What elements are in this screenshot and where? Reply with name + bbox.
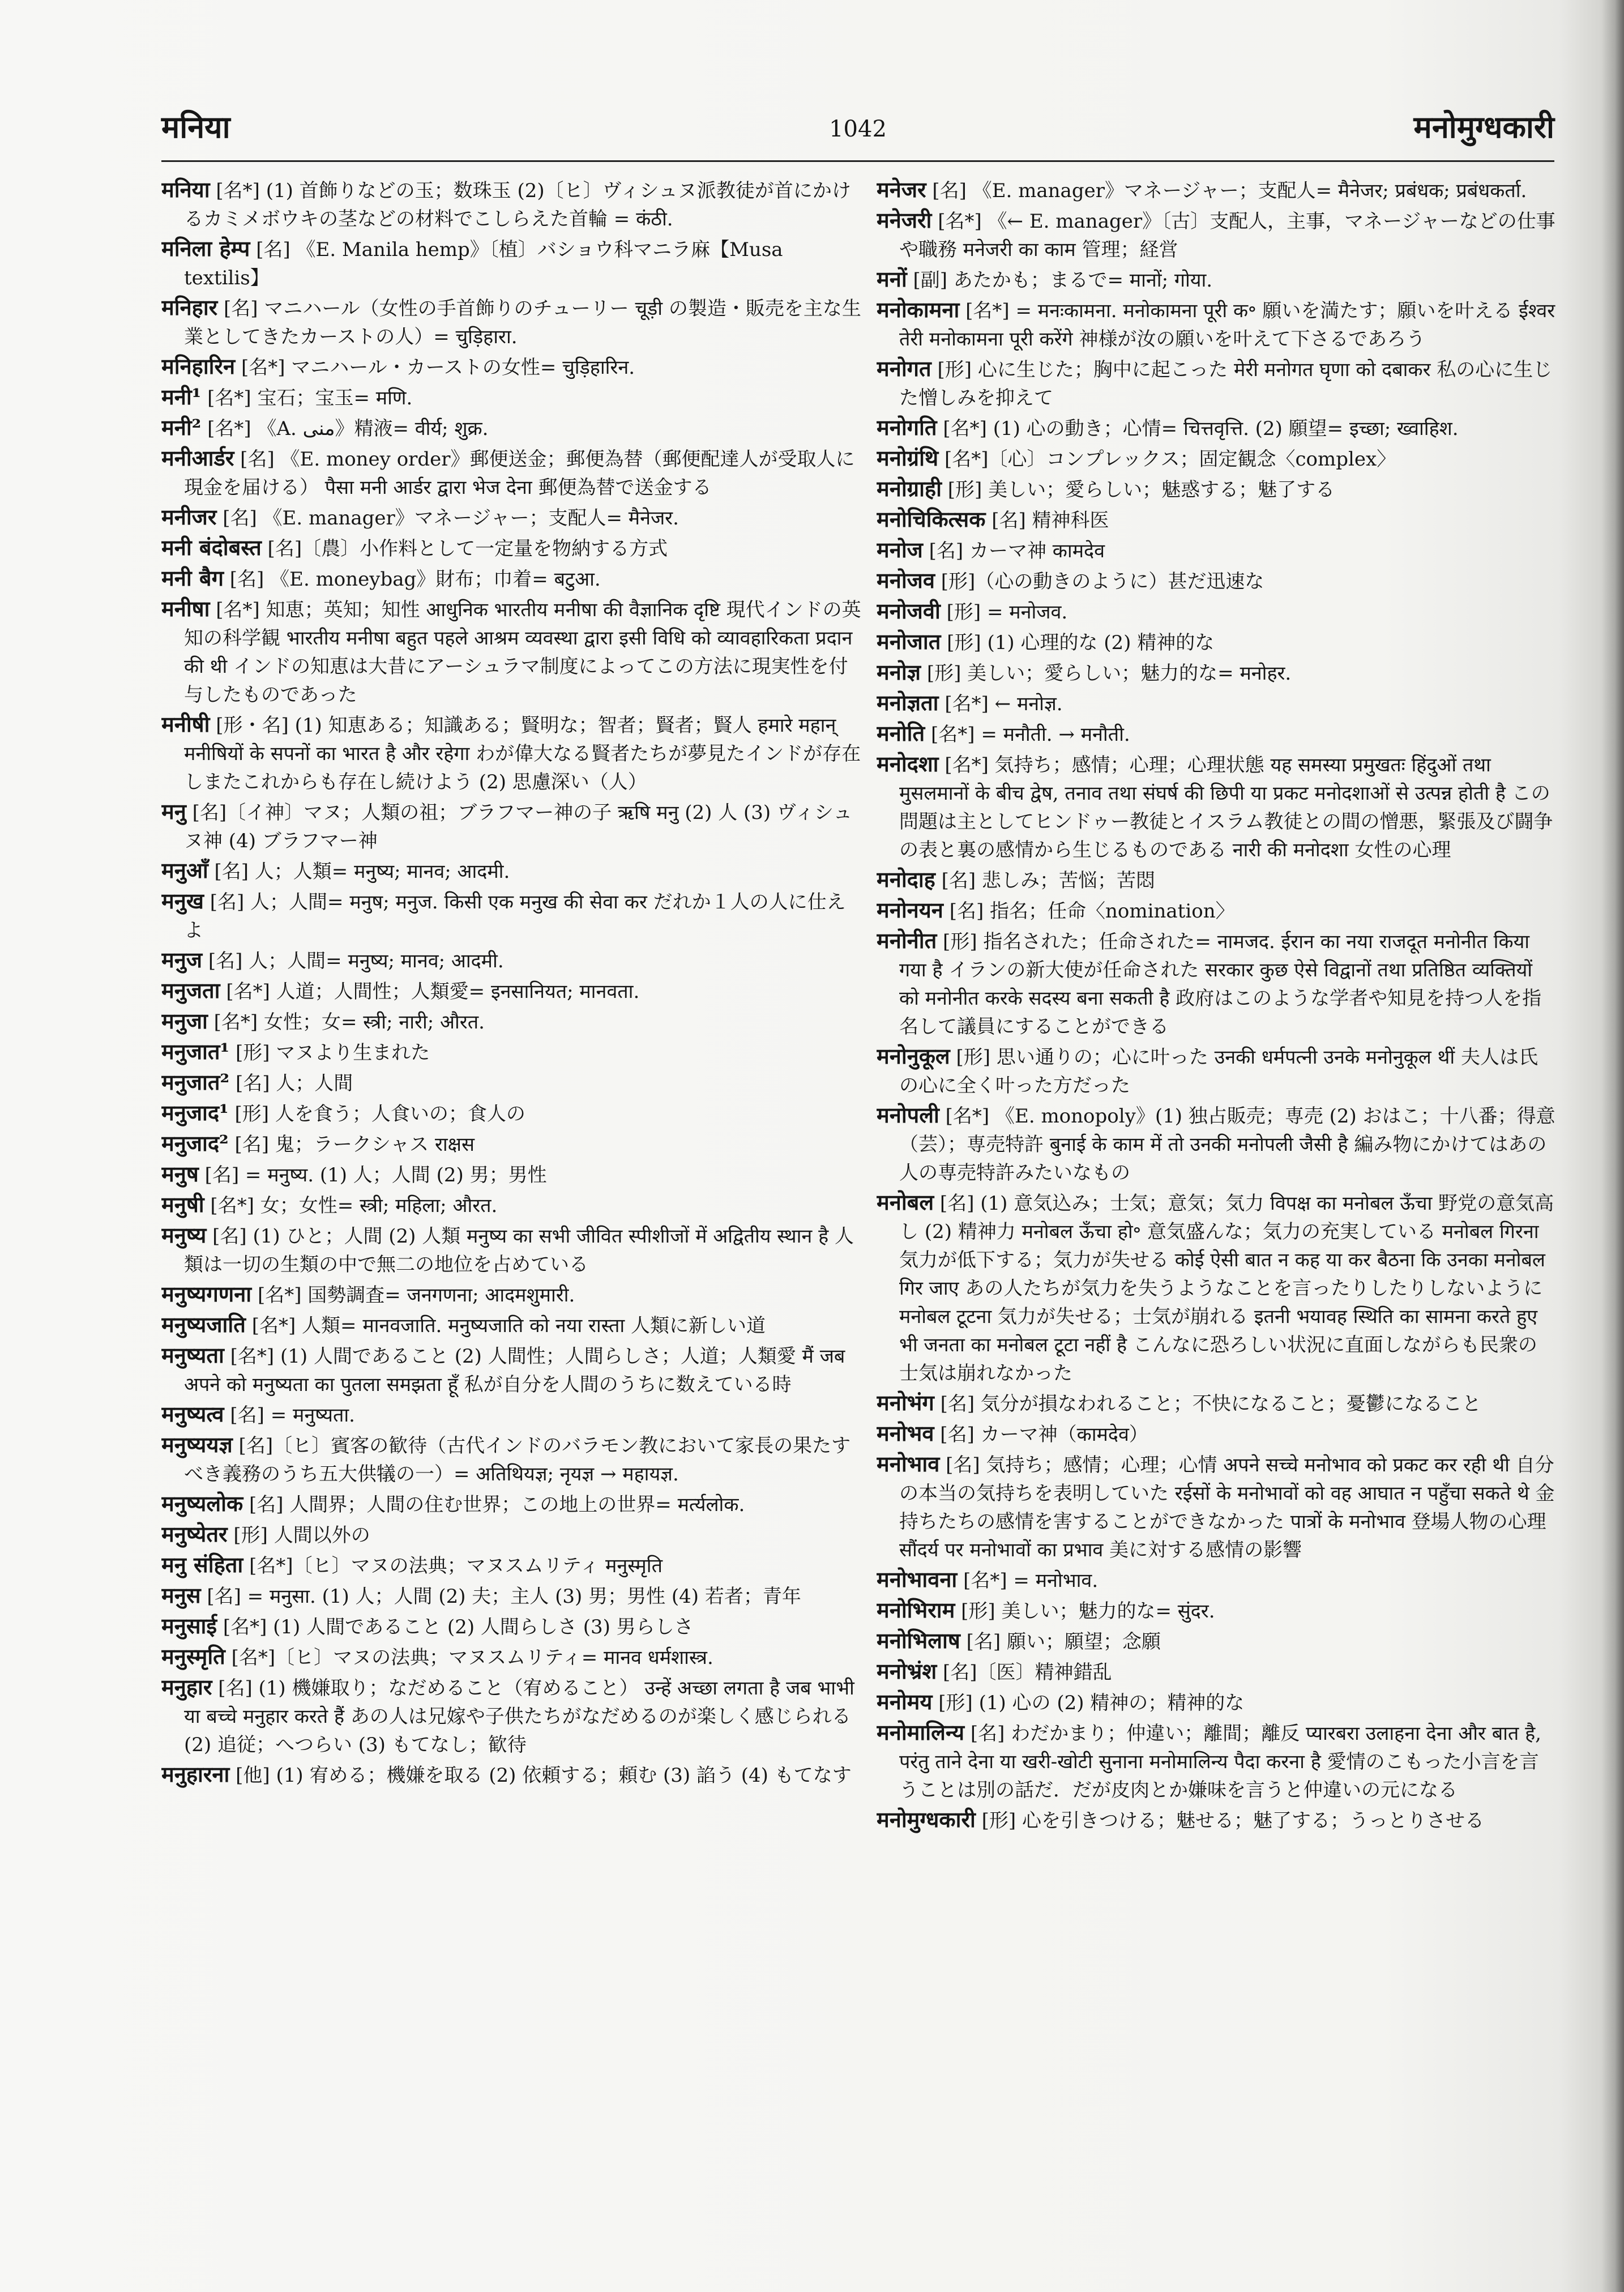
entry-headword: मनु	[161, 799, 186, 824]
entry-definition: [名*] (1) 人間であること (2) 人間性；人間らしさ；人道；人類愛 मैं जब अपने को मनुष्यता का पुतला समझता हूँ 私が自分を人間のうちに数えている時	[184, 1345, 845, 1396]
entry-definition: [名]〔イ神〕マヌ；人類の祖；ブラフマー神の子 ऋषि मनु (2) 人 (3) ヴィシュヌ神 (4) ブラフマー神	[184, 801, 853, 852]
entry-definition: [名] 鬼；ラークシャス राक्षस	[228, 1133, 475, 1156]
dictionary-entry	[161, 710, 864, 796]
entry-definition: [形・名] (1) 知恵ある；知識ある；賢明な；智者；賢者；賢人 हमारे महान् मनीषियों के सपनों का भारत है और रहेगा わが偉大なる賢者たちが夢見たインドが存在しまたこれからも存在し続けよう (2) 思慮深い（人）	[184, 714, 861, 793]
entry-definition: [名] (1) 機嫌取り；なだめること（宥めること） उन्हें अच्छा लगता है जब भाभी या बच्चे मनुहार करते हैं あの人は兄嫁や子供たちがなだめるのが楽しく感じられる (2) 追従；へつらい (3) もてなし；歓待	[184, 1677, 854, 1756]
dictionary-entry	[877, 355, 1556, 412]
entry-definition: [名]〔農〕小作料として一定量を物納する方式	[261, 537, 668, 560]
entry-definition: [名*] 《A. منی》精液= वीर्य; शुक्र.	[201, 417, 489, 440]
entry-headword: मनोजात	[877, 629, 941, 654]
dictionary-entry	[877, 1627, 1556, 1656]
entry-definition: [名]〔ヒ〕賓客の歓待（古代インドのバラモン教において家長の果たすべき義務のうち五大供犠の一）= अतिथियज्ञ; नृयज्ञ → महायज्ञ.	[184, 1435, 851, 1486]
entry-definition: [名] 気持ち；感情；心理；心情 अपने सच्चे मनोभाव को प्रकट कर रही थी 自分の本当の気持ちを表明していた रईसों के मनोभावों को वह आघात न पहुँचा सकते थे 金持ちたちの感情を害することができなかった पात्रों के मनोभाव 登場人物の心理 सौंदर्य पर मनोभावों का प्रभाव 美に対する感情の影響	[899, 1454, 1555, 1561]
entry-definition: [名*] (1) 首飾りなどの玉；数珠玉 (2)〔ヒ〕ヴィシュヌ派教徒が首にかけるカミメボウキの茎などの材料でこしらえた首輪 = कंठी.	[184, 180, 851, 231]
entry-headword: मनोभ्रंश	[877, 1658, 937, 1684]
dictionary-entry	[161, 595, 864, 709]
entry-definition: [名*] = मनःकामना. मनोकामना पूरी क॰ 願いを満たす；願いを叶える ईश्वर तेरी मनोकामना पूरी करेंगे 神様が汝の願いを叶えて下さるであろう	[899, 300, 1555, 351]
dictionary-entry	[877, 1419, 1556, 1449]
dictionary-entry	[877, 1450, 1556, 1564]
entry-definition: [名] 人間界；人間の住む世界；この地上の世界= मर्त्यलोक.	[243, 1493, 745, 1516]
dictionary-entry	[877, 1042, 1556, 1100]
entry-headword: मनुष्यता	[161, 1342, 224, 1368]
entry-headword: मनोभंग	[877, 1390, 934, 1415]
entry-headword: मनोज	[877, 537, 923, 562]
dictionary-entry	[877, 750, 1556, 864]
dictionary-entry	[877, 1718, 1556, 1804]
entry-headword: मनोकामना	[877, 297, 960, 322]
entry-definition: [名] 《E. manager》マネージャー；支配人= मैनेजर.	[216, 507, 679, 530]
entry-definition: [名*] 《← E. manager》〔古〕支配人，主事，マネージャーなどの仕事や職務 मनेजरी का काम 管理；経営	[899, 210, 1555, 261]
dictionary-entry	[877, 413, 1556, 443]
entry-definition: [名] (1) 意気込み；士気；意気；気力 विपक्ष का मनोबल ऊँचा 野党の意気高し (2) 精神力 मनोबल ऊँचा हो॰ 意気盛んな；気力の充実している मनोबल गिरना 気力が低下する；気力が失せる कोई ऐसी बात न कह या कर बैठना कि उनका मनोबल गिर जाए あの人たちが気力を失うようなことを言ったりしたりしないように मनोबल टूटना 気力が失せる；士気が崩れる इतनी भयावह स्थिति का सामना करते हुए भी जनता का मनोबल टूटा नहीं है こんなに恐ろしい状況に直面しながらも民衆の士気は崩れなかった	[899, 1192, 1554, 1385]
entry-headword: मनुआँ	[161, 857, 208, 883]
entry-headword: मनीषी	[161, 711, 210, 737]
entry-headword: मनी बंदोबस्त	[161, 535, 262, 560]
dictionary-entry	[877, 658, 1556, 688]
dictionary-entry	[161, 293, 864, 351]
entry-definition: [名] 気分が損なわれること；不快になること；憂鬱になること	[934, 1393, 1481, 1415]
dictionary-entry	[877, 206, 1556, 264]
entry-headword: मनेजरी	[877, 207, 932, 233]
dictionary-entry	[877, 719, 1556, 749]
entry-headword: मनुषी	[161, 1192, 204, 1217]
dictionary-entry	[877, 1688, 1556, 1717]
dictionary-entry	[161, 1581, 864, 1611]
entry-headword: मनों	[877, 266, 907, 292]
entry-definition: [名] カーマ神 कामदेव	[922, 540, 1105, 562]
dictionary-entry	[877, 566, 1556, 596]
dictionary-entry	[161, 1520, 864, 1550]
entry-headword: मनोनीत	[877, 928, 937, 953]
header-last-word: मनोमुग्धकारी	[1413, 109, 1554, 145]
entry-definition: [形] 美しい；魅力的な= सुंदर.	[955, 1600, 1215, 1623]
dictionary-entry	[161, 533, 864, 563]
dictionary-entry	[877, 1389, 1556, 1418]
entry-headword: मनुष्य	[161, 1222, 207, 1248]
entry-definition: [名] わだかまり；仲違い；離間；離反 प्यारबरा उलाहना देना और बात है, परंतु ताने देना या खरी-खोटी सुनाना मनोमालिन्य पैदा करना है 愛情のこもった小言を言うことは別の話だ．だが皮肉とか嫌味を言うと仲違いの元になる	[899, 1722, 1541, 1802]
dictionary-entry	[161, 413, 864, 443]
entry-definition: [名] 《E. manager》マネージャー；支配人= मैनेजर; प्रबंधक; प्रबंधकर्ता.	[926, 180, 1527, 202]
entry-definition: [形] 心を引きつける；魅せる；魅了する；うっとりさせる	[975, 1809, 1484, 1832]
entry-definition: [形] = मनोजव.	[940, 601, 1068, 624]
entry-headword: मनुष्ययज्ञ	[161, 1432, 233, 1457]
entry-headword: मनोति	[877, 720, 925, 746]
entry-definition: [名*] 人類= मानवजाति. मनुष्यजाति को नया रास्ता 人類に新しい道	[245, 1314, 766, 1337]
entry-headword: मनोमालिन्य	[877, 1719, 965, 1745]
entry-definition: [名] 《E. Manila hemp》〔植〕バショウ科マニラ麻【Musa textilis】	[184, 238, 783, 289]
entry-definition: [形] 指名された；任命された= नामजद. ईरान का नया राजदूत मनोनीत किया गया है イランの新大使が任命された सरकार कुछ ऐसे विद्वानों तथा प्रतिष्ठित व्यक्तियों को मनोनीत करके सदस्य बना सकती है 政府はこのような学者や知見を持つ人を指名して議員にすることができる	[899, 931, 1542, 1038]
entry-headword: मनोबल	[877, 1189, 934, 1215]
entry-headword: मनोभाव	[877, 1451, 940, 1476]
entry-headword: मनुहार	[161, 1674, 212, 1700]
dictionary-entry	[161, 1068, 864, 1098]
dictionary-entry	[161, 1038, 864, 1067]
entry-definition: [他] (1) 宥める；機嫌を取る (2) 依頼する；頼む (3) 諂う (4) もてなす	[229, 1764, 852, 1787]
entry-definition: [名*] (1) 心の動き；心情= चित्तवृत्ति. (2) 願望= इच्छा; ख्वाहिश.	[937, 417, 1459, 440]
dictionary-entry	[877, 536, 1556, 565]
entry-headword: मनोभावना	[877, 1567, 958, 1592]
entry-headword: मनुजाद¹	[161, 1100, 229, 1125]
dictionary-entry	[161, 1221, 864, 1279]
dictionary-entry	[877, 176, 1556, 205]
entry-definition: [名] 人；人類= मनुष्य; मानव; आदमी.	[208, 860, 510, 883]
dictionary-entry	[161, 1280, 864, 1309]
right-column	[877, 176, 1556, 2192]
dictionary-entry	[877, 927, 1556, 1041]
page-number: 1042	[829, 116, 887, 142]
dictionary-entry	[877, 265, 1556, 294]
entry-headword: मनी बैग	[161, 565, 224, 591]
dictionary-entry	[877, 1565, 1556, 1595]
entry-headword: मनुख	[161, 888, 204, 914]
entry-definition: [形] 美しい；愛らしい；魅惑する；魅了する	[941, 479, 1335, 501]
entry-headword: मनुष	[161, 1161, 199, 1186]
entry-headword: मनोगति	[877, 415, 937, 440]
entry-headword: मनिया	[161, 177, 210, 202]
entry-headword: मनिहारिन	[161, 353, 236, 379]
entry-definition: [形] 人を食う；人食いの；食人の	[228, 1103, 525, 1125]
entry-definition: [名*] マニハール・カーストの女性= चुड़िहारिन.	[235, 356, 635, 379]
entry-definition: [名] (1) ひと；人間 (2) 人類 मनुष्य का सभी जीवित स्पीशीजों में अद्वितीय स्थान है 人類は一切の生類の中で無二の地位を占めている	[184, 1225, 854, 1276]
entry-definition: [名*] (1) 人間であること (2) 人間らしさ (3) 男らしさ	[217, 1616, 694, 1638]
entry-headword: मनुष्येतर	[161, 1521, 228, 1547]
dictionary-entry	[161, 1129, 864, 1159]
dictionary-entry	[877, 628, 1556, 657]
dictionary-entry	[161, 1431, 864, 1488]
dictionary-entry	[877, 1806, 1556, 1835]
entry-headword: मनोचिकित्सक	[877, 506, 986, 532]
entry-headword: मनोमुग्धकारी	[877, 1807, 976, 1832]
entry-headword: मनोग्राही	[877, 476, 942, 501]
page-header	[161, 105, 1554, 161]
entry-definition: [名] 人；人間= मनुष्य; मानव; आदमी.	[202, 950, 504, 972]
entry-headword: मनुष्यगणना	[161, 1281, 252, 1307]
entry-headword: मनी¹	[161, 384, 202, 409]
entry-headword: मनोजवी	[877, 598, 941, 624]
entry-definition: [形] マヌより生まれた	[229, 1042, 430, 1064]
dictionary-entry	[877, 597, 1556, 626]
dictionary-entry	[161, 887, 864, 945]
entry-definition: [名] = मनुष्यता.	[224, 1404, 355, 1427]
entry-headword: मनिहार	[161, 294, 218, 320]
entry-definition: [名*] 女；女性= स्त्री; महिला; औरत.	[204, 1194, 498, 1217]
entry-definition: [形] (1) 心の (2) 精神の；精神的な	[932, 1692, 1245, 1714]
entry-headword: मनोभव	[877, 1420, 934, 1446]
entry-headword: मनोग्रंथि	[877, 445, 939, 471]
entry-definition: [名*] 人道；人間性；人類愛= इनसानियत; मानवता.	[220, 980, 640, 1003]
entry-headword: मनोगत	[877, 356, 931, 381]
dictionary-entry	[161, 946, 864, 975]
entry-definition: [名*]〔ヒ〕マヌの法典；マヌスムリティ मनुस्मृति	[243, 1555, 663, 1577]
dictionary-entry	[161, 1099, 864, 1128]
entry-headword: मनोनुकूल	[877, 1043, 950, 1069]
entry-definition: [名*] = मनोभाव.	[957, 1569, 1099, 1592]
dictionary-entry	[161, 1489, 864, 1519]
entry-definition: [名*] = मनौती. → मनौती.	[925, 723, 1130, 746]
entry-definition: [名*] ← मनोज्ञ.	[938, 693, 1063, 715]
entry-headword: मनोदाह	[877, 867, 935, 892]
entry-headword: मनी²	[161, 415, 202, 440]
entry-headword: मनोज्ञ	[877, 659, 921, 685]
entry-headword: मनोदशा	[877, 751, 939, 776]
dictionary-entry	[161, 976, 864, 1006]
entry-definition: [名] = मनुसा. (1) 人；人間 (2) 夫；主人 (3) 男；男性 (4) 若者；青年	[200, 1585, 801, 1608]
dictionary-entry	[161, 797, 864, 855]
entry-headword: मनुहारना	[161, 1761, 230, 1787]
dictionary-entry	[877, 896, 1556, 925]
entry-headword: मनुष्यत्व	[161, 1401, 224, 1427]
entry-definition: [副] あたかも；まるで= मानों; गोया.	[907, 269, 1213, 292]
entry-headword: मनोजव	[877, 567, 935, 593]
entry-headword: मनुस्मृति	[161, 1644, 225, 1669]
dictionary-entry	[161, 383, 864, 412]
entry-headword: मनीजर	[161, 504, 217, 530]
entry-definition: [名] 《E. moneybag》財布；巾着= बटुआ.	[223, 568, 601, 591]
entry-definition: [名] 人；人間	[229, 1072, 353, 1095]
entry-definition: [名]〔医〕精神錯乱	[937, 1661, 1112, 1684]
entry-headword: मनुस	[161, 1582, 201, 1608]
left-column	[161, 176, 864, 2192]
dictionary-entry	[161, 1642, 864, 1672]
entry-headword: मनुजा	[161, 1008, 208, 1034]
entry-definition: [名] = मनुष्य. (1) 人；人間 (2) 男；男性	[198, 1164, 547, 1186]
entry-definition: [形] (1) 心理的な (2) 精神的な	[941, 631, 1215, 654]
dictionary-entry	[161, 352, 864, 382]
entry-definition: [名*] 国勢調査= जनगणना; आदमशुमारी.	[251, 1284, 575, 1307]
entry-headword: मनुष्यजाति	[161, 1312, 246, 1337]
entry-definition: [名] 願い；願望；念願	[960, 1631, 1161, 1653]
entry-definition: [名] 人；人間= मनुष; मनुज. किसी एक मनुख की सेवा कर だれか１人の人に仕えよ	[184, 891, 846, 942]
dictionary-entry	[161, 503, 864, 532]
header-first-word: मनिया	[161, 109, 230, 145]
dictionary-entry	[877, 865, 1556, 895]
entry-headword: मनुज	[161, 947, 203, 972]
entry-definition: [名] 悲しみ；苦悩；苦悶	[935, 869, 1156, 892]
entry-headword: मनोज्ञता	[877, 690, 939, 715]
entry-definition: [形] 心に生じた；胸中に起こった मेरी मनोगत घृणा को दबाकर 私の心に生じた憎しみを抑えて	[899, 358, 1553, 409]
entry-definition: [名*]〔心〕コンプレックス；固定観念〈complex〉	[938, 448, 1396, 471]
header-rule	[161, 160, 1554, 162]
dictionary-entry	[161, 1341, 864, 1399]
dictionary-entry	[161, 444, 864, 502]
dictionary-entry	[161, 1190, 864, 1220]
entry-definition: [名] カーマ神（कामदेव）	[934, 1423, 1148, 1446]
dictionary-entry	[161, 1760, 864, 1790]
dictionary-entry	[161, 1673, 864, 1759]
entry-headword: मनोपली	[877, 1102, 939, 1128]
dictionary-entry	[877, 1657, 1556, 1687]
entry-headword: मनुजात²	[161, 1069, 230, 1095]
dictionary-entry	[877, 475, 1556, 504]
dictionary-entry	[877, 505, 1556, 535]
dictionary-entry	[161, 1160, 864, 1189]
entry-definition: [名] 《E. money order》郵便送金；郵便為替（郵便配達人が受取人に現金を届ける） पैसा मनी आर्डर द्वारा भेज देना 郵便為替で送金する	[184, 448, 855, 499]
entry-headword: मनेजर	[877, 177, 926, 202]
entry-headword: मनु संहिता	[161, 1552, 243, 1577]
dictionary-entry	[877, 1596, 1556, 1625]
dictionary-entry	[161, 1551, 864, 1580]
entry-definition: [名*] 宝石；宝玉= मणि.	[201, 387, 413, 409]
entry-definition: [形] 美しい；愛らしい；魅力的な= मनोहर.	[921, 662, 1292, 685]
entry-definition: [形] 人間以外の	[227, 1524, 370, 1547]
entry-headword: मनोनयन	[877, 897, 943, 923]
entry-headword: मनीषा	[161, 596, 210, 621]
page-binding-shadow	[1601, 0, 1624, 2292]
entry-headword: मनिला हेम्प	[161, 236, 250, 261]
entry-definition: [名*] 知恵；英知；知性 आधुनिक भारतीय मनीषा की वैज्ञानिक दृष्टि 現代インドの英知の科学観 भारतीय मनीषा बहुत पहले आश्रम व्यवस्था द्वारा इसी विधि को व्यावहारिकता प्रदान की थी インドの知恵は大昔にアーシュラマ制度によってこの方法に現実性を付与したものであった	[184, 599, 861, 706]
entry-headword: मनुजाद²	[161, 1130, 229, 1156]
entry-definition: [名] 精神科医	[985, 509, 1109, 532]
dictionary-entry	[161, 856, 864, 886]
entry-definition: [名*]〔ヒ〕マヌの法典；マヌスムリティ= मानव धर्मशास्त्र.	[225, 1646, 713, 1669]
entry-headword: मनुजात¹	[161, 1039, 230, 1064]
entry-headword: मनुजता	[161, 978, 220, 1003]
dictionary-entry	[877, 444, 1556, 473]
dictionary-entry	[161, 1007, 864, 1036]
dictionary-entry	[161, 1612, 864, 1641]
entry-headword: मनोभिराम	[877, 1597, 955, 1623]
entry-headword: मनोमय	[877, 1689, 933, 1714]
entry-definition: [名*] 女性；女= स्त्री; नारी; औरत.	[207, 1011, 485, 1034]
entry-definition: [名] 指名；任命〈nomination〉	[943, 900, 1235, 923]
dictionary-entry	[161, 1311, 864, 1340]
entry-headword: मनीआर्डर	[161, 445, 234, 471]
entry-headword: मनुष्यलोक	[161, 1491, 243, 1516]
entry-definition: [名*] 《E. monopoly》(1) 独占販売；専売 (2) おはこ；十八番；得意（芸）；専売特許 बुनाई के काम में तो उनकी मनोपली जैसी है 編み物にかけてはあの人の専売特許みたいなもの	[899, 1105, 1555, 1184]
dictionary-entry	[161, 234, 864, 292]
entry-definition: [形]（心の動きのように）甚だ迅速な	[934, 570, 1264, 593]
entry-headword: मनुसाई	[161, 1613, 217, 1638]
dictionary-entry	[877, 296, 1556, 353]
entry-definition: [形] 思い通りの；心に叶った उनकी धर्मपत्नी उनके मनोनुकूल थीं 夫人は氏の心に全く叶った方だった	[899, 1046, 1538, 1097]
dictionary-entry	[161, 1400, 864, 1429]
entry-definition: [名*] 気持ち；感情；心理；心理状態 यह समस्या प्रमुखतः हिंदुओं तथा मुसलमानों के बीच द्वेष, तनाव तथा संघर्ष की छिपी या प्रकट मनोदशाओं से उत्पन्न होती है この問題は主としてヒンドゥー教徒とイスラム教徒との間の憎悪，緊張及び闘争の表と裏の感情から生じるものである नारी की मनोदशा 女性の心理	[899, 754, 1553, 861]
dictionary-entry	[877, 1101, 1556, 1187]
dictionary-entry	[877, 689, 1556, 718]
dictionary-entry	[877, 1188, 1556, 1388]
entry-definition: [名] マニハール（女性の手首飾りのチューリー चूड़ी の製造・販売を主な生業としてきたカーストの人）= चुड़िहारा.	[184, 297, 861, 348]
dictionary-entry	[161, 176, 864, 233]
entry-headword: मनोभिलाष	[877, 1628, 960, 1653]
dictionary-entry	[161, 564, 864, 594]
